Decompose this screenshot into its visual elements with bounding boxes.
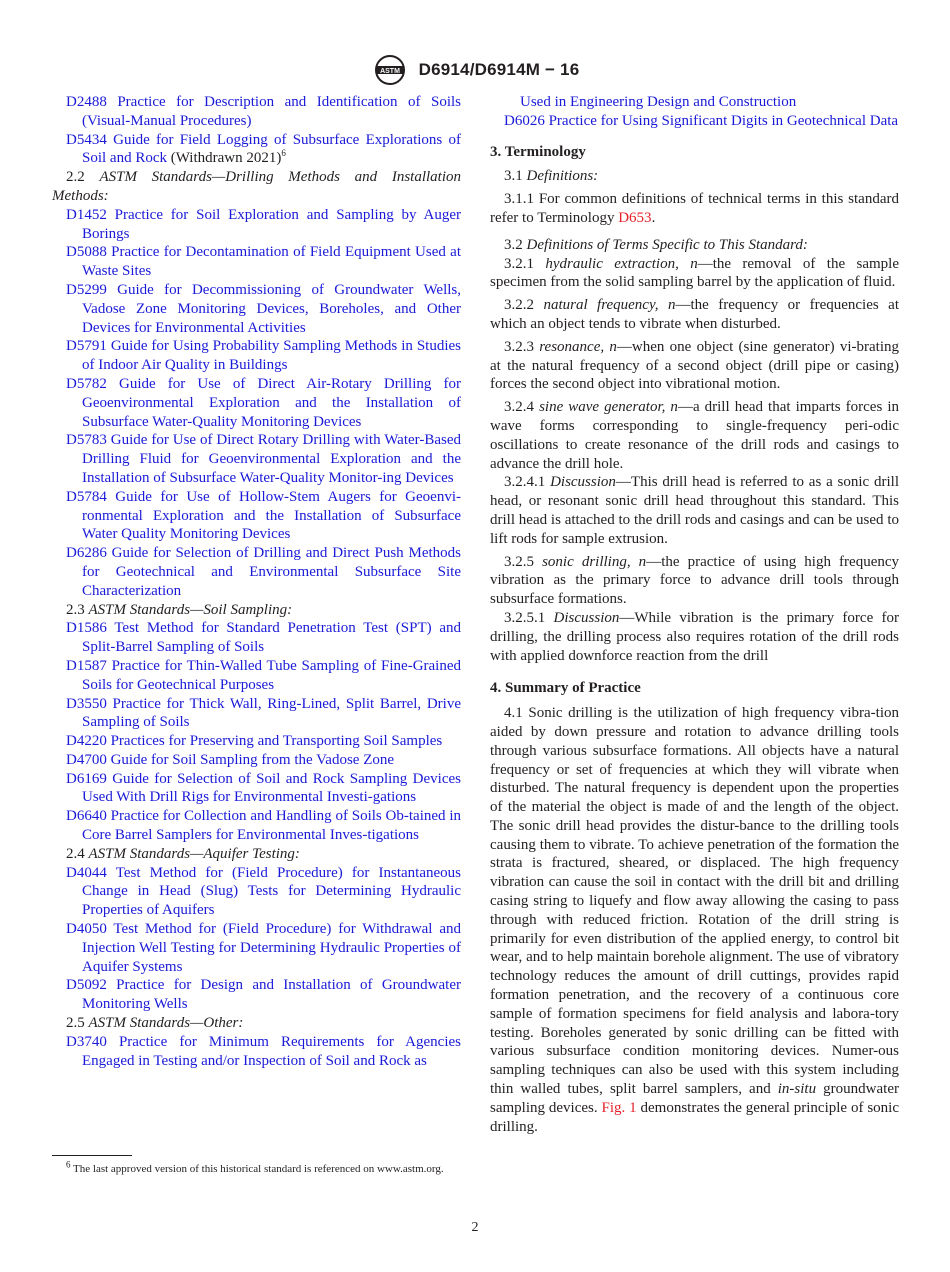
reference-d5088[interactable]: D5088 Practice for Decontamination of Field Equipment Used at Waste Sites [66, 244, 461, 280]
reference-continuation[interactable]: Used in Engineering Design and Construction [520, 94, 797, 110]
para-3-2-5: 3.2.5 sonic drilling, n—the practice of using high frequency vibration as the primary force to advance drill tools through subsurface formations. [490, 553, 900, 608]
reference-d5092[interactable]: D5092 Practice for Design and Installation of Groundwater Monitoring Wells [66, 977, 461, 1013]
reference-d4700[interactable]: D4700 Guide for Soil Sampling from the Vadose Zone [66, 751, 395, 768]
section-2-4: 2.4 ASTM Standards—Aquifer Testing: [66, 845, 300, 862]
reference-d6026[interactable]: D6026 Practice for Using Significant Digits in Geotechnical Data [504, 112, 899, 129]
para-3-2-4: 3.2.4 sine wave generator, n—a drill head that imparts forces in wave forms corresponding to single-frequency peri-odic oscillations to create resonance of the drill rods and casings to advance the drill hole. [490, 399, 899, 472]
section-4-heading: 4. Summary of Practice [490, 680, 641, 697]
document-designation: D6914/D6914M − 16 [418, 60, 580, 79]
section-2-3: 2.3 ASTM Standards—Soil Sampling: [66, 601, 293, 618]
reference-d5782[interactable]: D5782 Guide for Use of Direct Air-Rotary Drilling for Geoenvironmental Exploration and the Installation of Subsurface Water-Quality Monitoring Devices [66, 375, 462, 430]
page-number: 2 [471, 1220, 479, 1235]
para-3-2-3: 3.2.3 resonance, n—when one object (sine generator) vi-brating at the natural frequency of a second object (drill pipe or casing) forces the second object into vibrational motion. [490, 338, 900, 393]
reference-d5434[interactable]: D5434 Guide for Field Logging of Subsurface Explorations of Soil and Rock (Withdrawn 2021)$^6$ [66, 131, 462, 167]
para-3-1-1: 3.1.1 For common definitions of technical terms in this standard refer to Terminology D653. [490, 191, 899, 226]
reference-d6640[interactable]: D6640 Practice for Collection and Handling of Soils Ob-tained in Core Barrel Samplers for Environmental Inves-tigations [66, 808, 462, 844]
reference-d2488[interactable]: D2488 Practice for Description and Identification of Soils (Visual-Manual Procedures) [66, 94, 462, 129]
section-2-5: 2.5 ASTM Standards—Other: [66, 1015, 244, 1032]
reference-d4050[interactable]: D4050 Test Method for (Field Procedure) for Withdrawal and Injection Well Testing for Determining Hydraulic Properties of Aquifer Systems [66, 921, 461, 975]
reference-d4044[interactable]: D4044 Test Method for (Field Procedure) for Instantaneous Change in Head (Slug) Tests for Determining Hydraulic Properties of Aquifers [66, 864, 461, 919]
reference-d6169[interactable]: D6169 Guide for Selection of Soil and Rock Sampling Devices Used With Drill Rigs for Environmental Investi-gations [66, 770, 461, 806]
reference-d5784[interactable]: D5784 Guide for Use of Hollow-Stem Augers for Geoenvi-ronmental Exploration and the Installation of Subsurface Water Quality Monitoring Devices [66, 488, 461, 543]
footnote-rule [52, 1155, 132, 1156]
page-header [0, 54, 950, 86]
footnote-6: $^6$ The last approved version of this historical standard is referenced on www.astm.org. [66, 1159, 444, 1175]
reference-d5783[interactable]: D5783 Guide for Use of Direct Rotary Drilling with Water-Based Drilling Fluid for Geoenvironmental Exploration and the Installation of Subsurface Water-Quality Monitor-ing Devices [66, 432, 461, 486]
reference-d3550[interactable]: D3550 Practice for Thick Wall, Ring-Lined, Split Barrel, Drive Sampling of Soils [66, 695, 461, 731]
para-3-2-2: 3.2.2 natural frequency, n—the frequency or frequencies at which an object tends to vibrate when disturbed. [490, 297, 899, 332]
para-3-2-5-1: 3.2.5.1 Discussion—While vibration is the primary force for drilling, the drilling process also requires rotation of the drill rods with applied downforce reaction from the drill [490, 609, 900, 664]
reference-d3740[interactable]: D3740 Practice for Minimum Requirements for Agencies Engaged in Testing and/or Inspection of Soil and Rock as [66, 1033, 461, 1069]
para-3-2-4-1: 3.2.4.1 Discussion—This drill head is referred to as a sonic drill head, or resonant sonic drill head throughout this standard. This drill head is attached to the drill rods and casings and can be used to lift rods for sample extrusion. [490, 474, 900, 547]
link-d653[interactable]: D653 [618, 209, 652, 226]
para-4-1: 4.1 Sonic drilling is the utilization of high frequency vibra-tion aided by down pressure and rotation to advance drilling tools through various subsurface formations. All objects have a natural frequency or set of frequencies at which they will vibrate when disturbed. The natural frequency is dependent upon the properties of the material the object is made of and the length of the object. The sonic drill head provides the distur-bance to the drilling tools causing them to vibrate. To achieve penetration of the formation the strata is fractured, sheared, or displaced. The high frequency vibration can cause the soil in contact with the drill bit and drilling casing string to liquefy and flow away allowing the casing to pass through with reduced friction. Rotation of the drill string is primarily for even distribution of the applied energy, to control bit wear, and to help maintain borehole alignment. The use of vibratory technology reduces the amount of drill cuttings, provides rapid formation penetration, and the recovery of a continuous core sample of formation specimens for field analysis and labora-tory testing. Boreholes generated by sonic drilling can be fitted with various subsurface condition monitoring devices. Numer-ous sampling techniques can also be used with this system including thin walled tubes, split barrel samplers, and in-situ groundwater sampling devices. Fig. 1 demonstrates the general principle of sonic drilling. [490, 705, 899, 1135]
right-column [490, 93, 899, 1136]
link-fig-1[interactable]: Fig. 1 [601, 1099, 637, 1116]
reference-d5299[interactable]: D5299 Guide for Decommissioning of Groundwater Wells, Vadose Zone Monitoring Devices, Boreholes, and Other Devices for Environmental Activities [66, 281, 461, 336]
para-3-1: 3.1 Definitions: [504, 168, 599, 185]
para-3-2: 3.2 Definitions of Terms Specific to This Standard: [504, 236, 808, 253]
svg-text:ASTM: ASTM [379, 68, 400, 75]
reference-d1586[interactable]: D1586 Test Method for Standard Penetration Test (SPT) and Split-Barrel Sampling of Soils [66, 620, 461, 656]
section-3-heading: 3. Terminology [490, 143, 586, 160]
reference-d4220[interactable]: D4220 Practices for Preserving and Transporting Soil Samples [66, 733, 443, 750]
reference-d1587[interactable]: D1587 Practice for Thin-Walled Tube Sampling of Fine-Grained Soils for Geotechnical Purposes [66, 657, 462, 693]
reference-d1452[interactable]: D1452 Practice for Soil Exploration and Sampling by Auger Borings [66, 206, 462, 242]
reference-d5791[interactable]: D5791 Guide for Using Probability Sampling Methods in Studies of Indoor Air Quality in Buildings [66, 338, 462, 374]
astm-logo-icon [371, 54, 409, 86]
reference-d6286[interactable]: D6286 Guide for Selection of Drilling and Direct Push Methods for Geotechnical and Environmental Subsurface Site Characterization [66, 545, 462, 599]
left-column [52, 93, 461, 1070]
section-2-2: 2.2 ASTM Standards—Drilling Methods and Installation Methods: [52, 169, 462, 204]
para-3-2-1: 3.2.1 hydraulic extraction, n—the removal of the sample specimen from the solid sampling barrel by the application of fluid. [490, 255, 899, 291]
